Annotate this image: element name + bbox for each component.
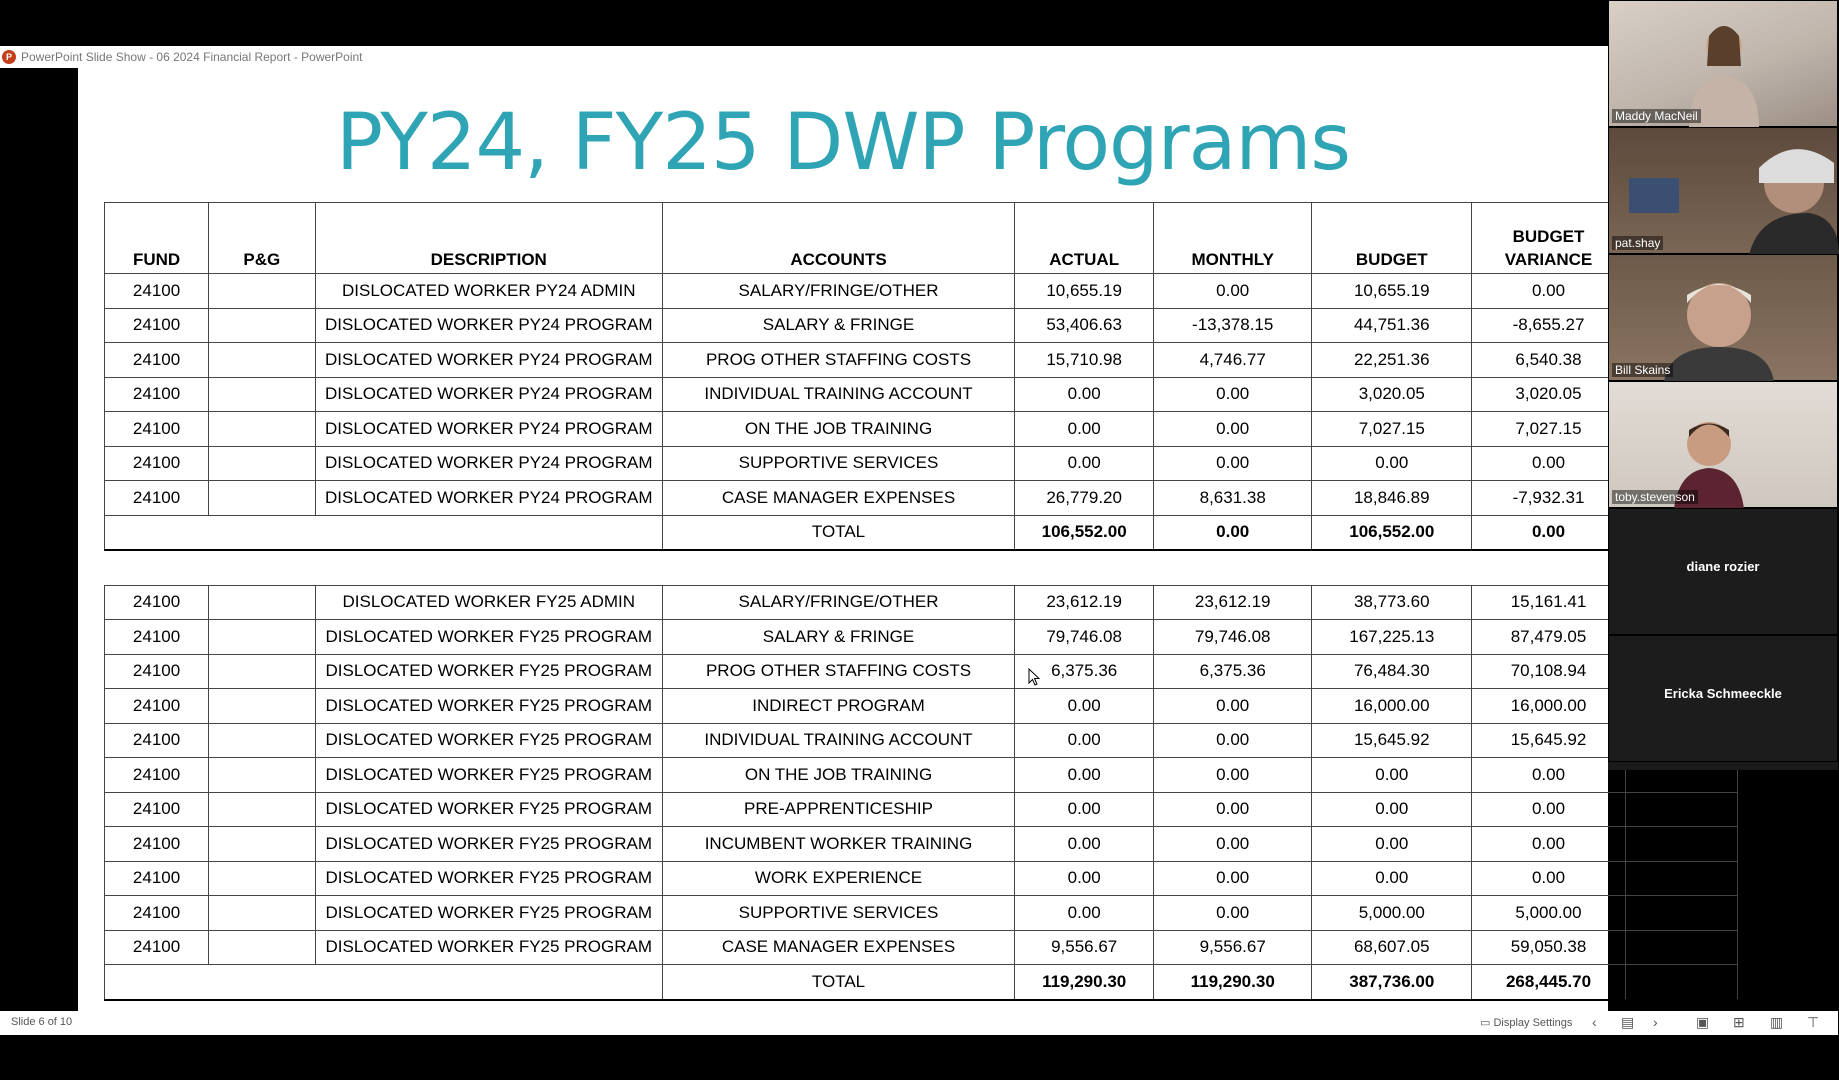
cell-fund: 24100 [105,896,209,931]
total-blank-cell [105,965,663,1000]
cell-budget: 38,773.60 [1312,585,1472,620]
cell-accounts: PROG OTHER STAFFING COSTS [662,654,1014,689]
cell-monthly: 0.00 [1154,377,1312,412]
cell-description: DISLOCATED WORKER PY24 PROGRAM [315,412,662,447]
cell-monthly: 0.00 [1154,792,1312,827]
cell-budget: 15,645.92 [1312,723,1472,758]
cell-monthly: 0.00 [1154,446,1312,481]
display-settings-label: Display Settings [1493,1017,1573,1029]
participant-tile[interactable] [1608,254,1838,381]
cell-accounts: ON THE JOB TRAINING [662,412,1014,447]
grid-view-icon[interactable]: ⊞ [1733,1014,1745,1030]
cell-variance: 7,027.15 [1472,412,1625,447]
total-label: TOTAL [662,515,1014,550]
cell-budget: 0.00 [1312,827,1472,862]
participant-tile[interactable] [1608,381,1838,508]
next-slide-icon[interactable]: › [1653,1014,1658,1030]
cell-monthly: 4,746.77 [1154,343,1312,378]
cell-budget: 167,225.13 [1312,620,1472,655]
total-monthly: 119,290.30 [1154,965,1312,1000]
cell-accounts: SALARY/FRINGE/OTHER [662,274,1014,309]
total-blank-cell [105,515,663,550]
participant-name: toby.stevenson [1612,490,1698,504]
cell-actual: 0.00 [1015,723,1154,758]
cell-actual: 0.00 [1015,377,1154,412]
cell-actual: 0.00 [1015,446,1154,481]
cell-accounts: CASE MANAGER EXPENSES [662,930,1014,965]
cell-actual: 0.00 [1015,896,1154,931]
cell-variance: 0.00 [1472,758,1625,793]
cell-pg [209,792,315,827]
cell-actual: 15,710.98 [1015,343,1154,378]
mouse-pointer-icon [1028,668,1040,686]
cell-fund: 24100 [105,377,209,412]
cell-pg [209,412,315,447]
spacer-row [105,550,1738,585]
cell-monthly: 0.00 [1154,412,1312,447]
table-row [105,377,1738,412]
participant-tile[interactable] [1608,635,1838,762]
cell-description: DISLOCATED WORKER PY24 PROGRAM [315,446,662,481]
cell-monthly: 6,375.36 [1154,654,1312,689]
cell-description: DISLOCATED WORKER PY24 ADMIN [315,274,662,309]
cell-variance: -8,655.27 [1472,308,1625,343]
participant-name: pat.shay [1612,236,1663,250]
cell-budget: 0.00 [1312,861,1472,896]
cell-accounts: ON THE JOB TRAINING [662,758,1014,793]
powerpoint-icon: P [2,50,16,64]
table-row [105,412,1738,447]
cell-pg [209,930,315,965]
header-description: DESCRIPTION [315,203,662,274]
cell-actual: 9,556.67 [1015,930,1154,965]
table-row [105,343,1738,378]
slideshow-icon[interactable]: ⊤ [1807,1014,1820,1030]
cell-variance: 15,161.41 [1472,585,1625,620]
table-row [105,827,1738,862]
cell-variance: -7,932.31 [1472,481,1625,516]
status-bar [0,1011,1838,1035]
cell-pg [209,689,315,724]
cell-pg [209,585,315,620]
cell-fund: 24100 [105,827,209,862]
cell-actual: 26,779.20 [1015,481,1154,516]
cell-monthly: 0.00 [1154,896,1312,931]
cell-actual: 79,746.08 [1015,620,1154,655]
cell-accounts: SALARY & FRINGE [662,308,1014,343]
cell-budget: 18,846.89 [1312,481,1472,516]
cell-description: DISLOCATED WORKER FY25 PROGRAM [315,723,662,758]
participant-tile[interactable] [1608,127,1838,254]
total-actual: 106,552.00 [1015,515,1154,550]
participant-name: Ericka Schmeeckle [1664,686,1782,701]
cell-actual: 0.00 [1015,758,1154,793]
cell-monthly: 0.00 [1154,827,1312,862]
cell-fund: 24100 [105,930,209,965]
cell-monthly: 0.00 [1154,861,1312,896]
cell-variance: 6,540.38 [1472,343,1625,378]
cell-fund: 24100 [105,654,209,689]
cell-fund: 24100 [105,343,209,378]
cell-extra [1625,930,1737,965]
cell-pg [209,861,315,896]
previous-slide-icon[interactable]: ‹ [1592,1014,1597,1030]
spacer-cell [105,550,1738,585]
table-row [105,792,1738,827]
cell-monthly: -13,378.15 [1154,308,1312,343]
cell-actual: 53,406.63 [1015,308,1154,343]
cell-accounts: INDIVIDUAL TRAINING ACCOUNT [662,377,1014,412]
cell-fund: 24100 [105,861,209,896]
participant-name: diane rozier [1686,559,1760,574]
total-extra: 0.00 [1625,965,1737,1000]
slide-title: PY24, FY25 DWP Programs [335,98,1351,188]
cell-fund: 24100 [105,620,209,655]
cell-pg [209,274,315,309]
cell-description: DISLOCATED WORKER FY25 PROGRAM [315,620,662,655]
cell-pg [209,654,315,689]
cell-pg [209,827,315,862]
cell-accounts: PROG OTHER STAFFING COSTS [662,343,1014,378]
cell-budget: 5,000.00 [1312,896,1472,931]
table-row [105,861,1738,896]
cell-fund: 24100 [105,792,209,827]
table-header-row [105,203,1738,274]
normal-view-icon[interactable]: ▣ [1696,1014,1710,1030]
cell-pg [209,343,315,378]
cell-description: DISLOCATED WORKER FY25 PROGRAM [315,792,662,827]
cell-extra [1625,792,1737,827]
window-title: PowerPoint Slide Show - 06 2024 Financial Report - PowerPoint [21,50,363,64]
cell-accounts: SUPPORTIVE SERVICES [662,446,1014,481]
cell-fund: 24100 [105,412,209,447]
cell-variance: 0.00 [1472,827,1625,862]
cell-budget: 68,607.05 [1312,930,1472,965]
header-budget: BUDGET [1312,203,1472,274]
cell-variance: 0.00 [1472,274,1625,309]
cell-extra [1625,896,1737,931]
cell-budget: 0.00 [1312,758,1472,793]
cell-actual: 0.00 [1015,827,1154,862]
cell-fund: 24100 [105,723,209,758]
cell-accounts: SALARY/FRINGE/OTHER [662,585,1014,620]
slide-indicator: Slide 6 of 10 [11,1016,73,1028]
cell-pg [209,446,315,481]
cell-actual: 6,375.36 [1015,654,1154,689]
cell-budget: 22,251.36 [1312,343,1472,378]
cell-description: DISLOCATED WORKER FY25 PROGRAM [315,654,662,689]
cell-description: DISLOCATED WORKER FY25 PROGRAM [315,896,662,931]
cell-pg [209,758,315,793]
cell-variance: 16,000.00 [1472,689,1625,724]
participant-tile[interactable] [1608,0,1838,127]
total-actual: 119,290.30 [1015,965,1154,1000]
cell-fund: 24100 [105,758,209,793]
cell-pg [209,377,315,412]
cell-description: DISLOCATED WORKER FY25 PROGRAM [315,689,662,724]
cell-description: DISLOCATED WORKER FY25 ADMIN [315,585,662,620]
total-variance: 0.00 [1472,515,1625,550]
cell-accounts: SUPPORTIVE SERVICES [662,896,1014,931]
total-monthly: 0.00 [1154,515,1312,550]
table-row [105,689,1738,724]
cell-fund: 24100 [105,446,209,481]
table-row [105,446,1738,481]
table-row [105,620,1738,655]
monitor-icon: ▭ [1480,1017,1491,1029]
cell-variance: 15,645.92 [1472,723,1625,758]
cell-actual: 0.00 [1015,792,1154,827]
cell-monthly: 8,631.38 [1154,481,1312,516]
cell-fund: 24100 [105,274,209,309]
slideshow-titlebar [0,46,1608,68]
cell-variance: 87,479.05 [1472,620,1625,655]
cell-fund: 24100 [105,481,209,516]
total-variance: 268,445.70 [1472,965,1625,1000]
table-row [105,723,1738,758]
cell-variance: 0.00 [1472,792,1625,827]
participant-name: Bill Skains [1612,363,1673,377]
cell-accounts: SALARY & FRINGE [662,620,1014,655]
cell-extra [1625,827,1737,862]
cell-pg [209,481,315,516]
cell-extra [1625,861,1737,896]
cell-monthly: 79,746.08 [1154,620,1312,655]
table-row [105,481,1738,516]
cell-actual: 0.00 [1015,689,1154,724]
table-row [105,654,1738,689]
cell-variance: 5,000.00 [1472,896,1625,931]
cell-fund: 24100 [105,308,209,343]
cell-description: DISLOCATED WORKER PY24 PROGRAM [315,308,662,343]
cell-variance: 0.00 [1472,861,1625,896]
table-row [105,930,1738,965]
cell-monthly: 0.00 [1154,758,1312,793]
cell-variance: 0.00 [1472,446,1625,481]
cell-monthly: 0.00 [1154,723,1312,758]
header-accounts: ACCOUNTS [662,203,1014,274]
cell-monthly: 23,612.19 [1154,585,1312,620]
cell-monthly: 9,556.67 [1154,930,1312,965]
cell-actual: 10,655.19 [1015,274,1154,309]
cell-budget: 44,751.36 [1312,308,1472,343]
cell-monthly: 0.00 [1154,689,1312,724]
cell-budget: 3,020.05 [1312,377,1472,412]
bottom-bar [0,1035,1838,1080]
total-budget: 106,552.00 [1312,515,1472,550]
reading-view-icon[interactable]: ▥ [1770,1014,1784,1030]
cell-budget: 76,484.30 [1312,654,1472,689]
cell-fund: 24100 [105,689,209,724]
total-row [105,515,1738,550]
cell-variance: 70,108.94 [1472,654,1625,689]
total-row [105,965,1738,1000]
table-row [105,758,1738,793]
header-monthly: MONTHLY [1154,203,1312,274]
total-label: TOTAL [662,965,1014,1000]
header-fund: FUND [105,203,209,274]
table-row [105,274,1738,309]
total-budget: 387,736.00 [1312,965,1472,1000]
cell-pg [209,620,315,655]
participant-video-panel [1608,0,1838,770]
table-row [105,308,1738,343]
cell-actual: 23,612.19 [1015,585,1154,620]
display-settings-button[interactable] [1480,1016,1572,1029]
cell-description: DISLOCATED WORKER PY24 PROGRAM [315,343,662,378]
cell-actual: 0.00 [1015,861,1154,896]
cell-budget: 0.00 [1312,792,1472,827]
table-row [105,896,1738,931]
cell-description: DISLOCATED WORKER FY25 PROGRAM [315,861,662,896]
cell-description: DISLOCATED WORKER PY24 PROGRAM [315,481,662,516]
cell-actual: 0.00 [1015,412,1154,447]
cell-accounts: PRE-APPRENTICESHIP [662,792,1014,827]
participant-tile[interactable] [1608,508,1838,635]
slide-sorter-icon[interactable]: ▤ [1621,1014,1635,1030]
cell-accounts: INDIRECT PROGRAM [662,689,1014,724]
cell-accounts: CASE MANAGER EXPENSES [662,481,1014,516]
cell-budget: 10,655.19 [1312,274,1472,309]
cell-budget: 16,000.00 [1312,689,1472,724]
header-budget-variance: BUDGET VARIANCE [1472,203,1625,274]
header-actual: ACTUAL [1015,203,1154,274]
cell-accounts: WORK EXPERIENCE [662,861,1014,896]
participant-name: Maddy MacNeil [1612,109,1701,123]
table-row [105,585,1738,620]
cell-accounts: INCUMBENT WORKER TRAINING [662,827,1014,862]
cell-variance: 3,020.05 [1472,377,1625,412]
financial-table [104,202,1738,1001]
cell-description: DISLOCATED WORKER FY25 PROGRAM [315,827,662,862]
cell-budget: 7,027.15 [1312,412,1472,447]
cell-accounts: INDIVIDUAL TRAINING ACCOUNT [662,723,1014,758]
cell-fund: 24100 [105,585,209,620]
header-pg: P&G [209,203,315,274]
cell-budget: 0.00 [1312,446,1472,481]
cell-pg [209,723,315,758]
cell-pg [209,308,315,343]
cell-monthly: 0.00 [1154,274,1312,309]
cell-variance: 59,050.38 [1472,930,1625,965]
cell-description: DISLOCATED WORKER FY25 PROGRAM [315,930,662,965]
cell-description: DISLOCATED WORKER PY24 PROGRAM [315,377,662,412]
cell-description: DISLOCATED WORKER FY25 PROGRAM [315,758,662,793]
cell-pg [209,896,315,931]
